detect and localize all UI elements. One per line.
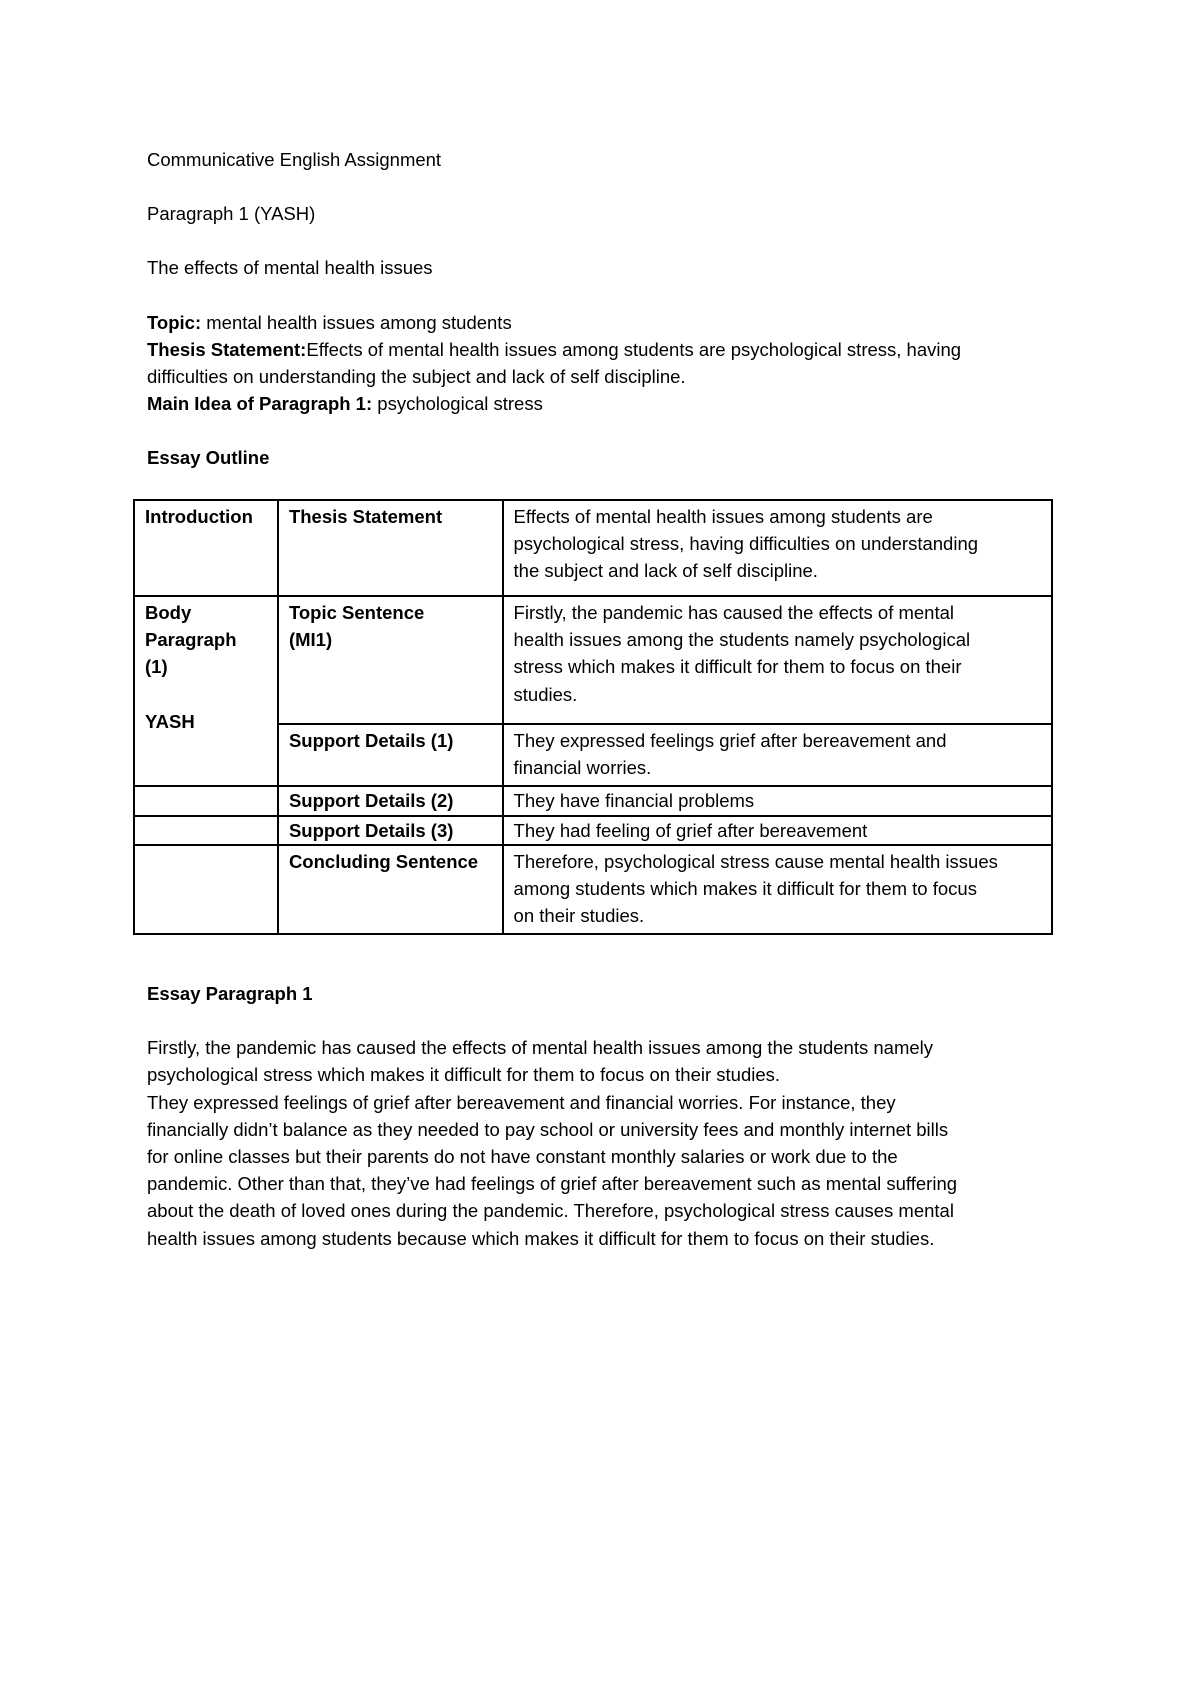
main-idea-value: psychological stress [372,393,543,415]
topic-line [147,309,1057,336]
thesis-label: Thesis Statement: [147,338,307,360]
topic-label: Topic: [147,311,202,333]
table-row [134,816,1052,845]
table-cell-support2-label: Support Details (2) [278,786,503,815]
essay-line: financially didn’t balance as they needed to pay school or university fees and monthly internet bills [147,1118,949,1140]
paragraph-label: Paragraph 1 (YASH) [147,203,316,225]
table-cell-support1-label: Support Details (1) [278,724,503,786]
essay-line: They expressed feelings of grief after bereavement and financial worries. For instance, they [147,1091,896,1113]
essay-line: health issues among students because which makes it difficult for them to focus on their studies. [147,1227,935,1249]
table-row [134,786,1052,815]
main-idea-line [147,390,1057,417]
essay-line: Firstly, the pandemic has caused the effects of mental health issues among the students namely [147,1037,933,1059]
table-cell-support3-label: Support Details (3) [278,816,503,845]
essay-outline-table [133,499,1053,935]
main-idea-label: Main Idea of Paragraph 1: [147,393,373,415]
table-cell-topic-label: Topic Sentence (MI1) [278,596,503,724]
subject-line: The effects of mental health issues [147,257,433,279]
table-cell-support2-text: They have financial problems [503,786,1052,815]
body-author: YASH [145,710,195,732]
table-cell-concluding-text: Therefore, psychological stress cause mental health issues among students which makes it difficult for them to focus on their studies. [503,845,1052,935]
essay-line: psychological stress which makes it difficult for them to focus on their studies. [147,1064,781,1086]
table-row [134,500,1052,596]
essay-line: pandemic. Other than that, they’ve had feelings of grief after bereavement such as mental suffering [147,1173,958,1195]
table-cell-body-label: Body Paragraph (1) YASH [134,596,278,786]
table-cell-empty [134,816,278,845]
table-row [134,845,1052,935]
essay-paragraph [147,980,1057,1252]
essay-line: about the death of loved ones during the pandemic. Therefore, psychological stress causes mental [147,1200,954,1222]
table-cell-empty [134,786,278,815]
table-cell-thesis-text: Effects of mental health issues among students are psychological stress, having difficulties on understanding the subject and lack of self discipline. [503,500,1052,596]
essay-line: for online classes but their parents do not have constant monthly salaries or work due to the [147,1146,898,1168]
table-row [134,596,1052,724]
thesis-line-2: difficulties on understanding the subject and lack of self discipline. [147,366,686,388]
table-cell-empty [134,845,278,935]
table-cell-support1-text: They expressed feelings grief after bereavement and financial worries. [503,724,1052,786]
thesis-line-1: Effects of mental health issues among students are psychological stress, having [306,338,962,360]
table-cell-topic-text: Firstly, the pandemic has caused the effects of mental health issues among the students namely psychological stress which makes it difficult for them to focus on their studies. [503,596,1052,724]
essay-heading: Essay Paragraph 1 [147,983,313,1004]
outline-heading: Essay Outline [147,447,270,469]
table-cell-thesis-label: Thesis Statement [278,500,503,596]
table-cell-concluding-label: Concluding Sentence [278,845,503,935]
document-header [147,146,1057,472]
table-cell-intro: Introduction [134,500,278,596]
topic-value: mental health issues among students [201,311,512,333]
thesis-line [147,336,1057,363]
table-cell-support3-text: They had feeling of grief after bereavement [503,816,1052,845]
document-title: Communicative English Assignment [147,149,442,170]
